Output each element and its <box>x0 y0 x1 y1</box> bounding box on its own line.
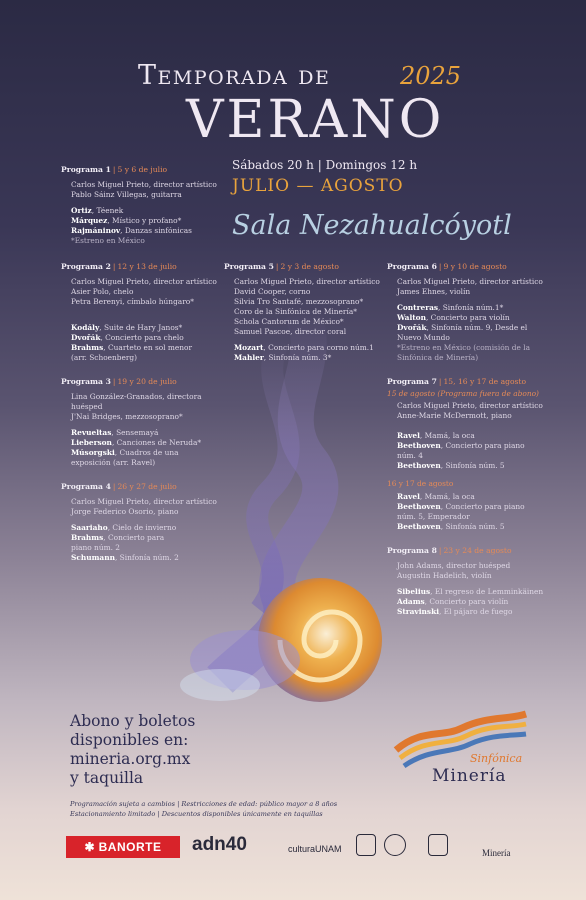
banorte-logo <box>66 836 180 858</box>
tickets-line: y taquilla <box>70 768 144 787</box>
year: 2025 <box>400 62 462 90</box>
work-line: Brahms, Cuarteto en sol menor <box>71 343 193 353</box>
work-line: Contreras, Sinfonía núm.1* <box>397 303 504 313</box>
performer: Carlos Miguel Prieto, director artístico <box>397 401 543 411</box>
performer: Augustin Hadelich, violín <box>397 571 492 581</box>
cultura-unam-logo: culturaUNAM <box>288 844 342 854</box>
tickets-line: Abono y boletos <box>70 712 196 730</box>
performer: Carlos Miguel Prieto, director artístico <box>71 180 217 190</box>
work-line: Beethoven, Sinfonía núm. 5 <box>397 461 505 471</box>
fine-print-line: Estacionamiento limitado | Descuentos disponibles únicamente en taquillas <box>70 809 323 818</box>
work-line: Saariaho, Cielo de invierno <box>71 523 177 533</box>
work-line: Beethoven, Concierto para piano <box>397 441 525 451</box>
program-1: Programa 1 | 5 y 6 de julio Carlos Miguel Prieto, director artístico Pablo Sáinz Villegas, guitarra Ortiz, Téenek Márquez, Místico y profano* Rajmáninov, Danzas sinfónicas *Estreno en México <box>61 165 231 246</box>
work-line: Brahms, Concierto para <box>71 533 165 543</box>
program-3: Programa 3 | 19 y 20 de julio Lina González-Granados, directora huésped J'Nai Bridges, mezzosoprano* Revueltas, Sensemayá Lieberson, Canciones de Neruda* Músorgski, Cuadros de una exposición (arr. Ravel) <box>61 377 231 468</box>
performer: Schola Cantorum de México* <box>234 317 344 327</box>
program-date: 23 y 24 de agosto <box>443 546 512 555</box>
program-4: Programa 4 | 26 y 27 de julio Carlos Miguel Prieto, director artístico Jorge Federico Osorio, piano Saariaho, Cielo de invierno Brahms, Concierto para piano núm. 2 Schumann, Sinfonía núm. 2 <box>61 482 231 563</box>
program-label: Programa 4 <box>61 482 111 491</box>
footnote: *Estreno en México <box>71 236 145 246</box>
work-line: Ravel, Mamá, la oca <box>397 431 475 441</box>
program-5: Programa 5 | 2 y 3 de agosto Carlos Miguel Prieto, director artístico David Cooper, corno Silvia Tro Santafé, mezzosoprano* Coro de la Sinfónica de Minería* Schola Cantorum de México* Samuel Pascoe, director coral Mozart, Concierto para corno núm.1 Mahler, Sinfonía núm. 3* <box>224 262 394 363</box>
work-line: Stravinski, El pájaro de fuego <box>397 607 513 617</box>
performer: Asier Polo, chelo <box>71 287 134 297</box>
work-line: exposición (arr. Ravel) <box>71 458 156 468</box>
program-label: Programa 5 <box>224 262 274 271</box>
work-line: Mahler, Sinfonía núm. 3* <box>234 353 332 363</box>
performer: huésped <box>71 402 103 412</box>
palace-seal-icon <box>428 834 448 856</box>
unam-seal-icon <box>356 834 376 856</box>
work-line: Dvořák, Sinfonía núm. 9, Desde el <box>397 323 528 333</box>
program-label: Programa 6 <box>387 262 437 271</box>
performer: Carlos Miguel Prieto, director artístico <box>71 497 217 507</box>
performer: Carlos Miguel Prieto, director artístico <box>397 277 543 287</box>
performer: Samuel Pascoe, director coral <box>234 327 347 337</box>
title-line2: VERANO <box>186 90 445 150</box>
program-date: 26 y 27 de julio <box>117 482 177 491</box>
performer: Lina González-Granados, directora <box>71 392 202 402</box>
work-line: Beethoven, Concierto para piano <box>397 502 525 512</box>
schedule: Sábados 20 h | Domingos 12 h <box>232 158 418 172</box>
work-line: Nuevo Mundo <box>397 333 450 343</box>
performer: Carlos Miguel Prieto, director artístico <box>71 277 217 287</box>
work-line: Lieberson, Canciones de Neruda* <box>71 438 202 448</box>
fine-print <box>70 800 337 820</box>
program-7: Programa 7 | 15, 16 y 17 de agosto 15 de agosto (Programa fuera de abono) Carlos Miguel Prieto, director artístico Anne-Marie McDermott, piano Ravel, Mamá, la oca Beethoven, Concierto para piano núm. 4 Beethoven, Sinfonía núm. 5 16 y 17 de agosto Ravel, Mamá, la oca Beethoven, Concierto para piano núm. 5, Emperador Beethoven, Sinfonía núm. 5 <box>387 377 557 532</box>
tickets-info <box>70 712 195 788</box>
program-date: 2 y 3 de agosto <box>280 262 339 271</box>
work-line: Músorgski, Cuadros de una <box>71 448 179 458</box>
work-line: Schumann, Sinfonía núm. 2 <box>71 553 179 563</box>
academia-logo-text: Minería <box>482 848 511 858</box>
adn40-logo: adn40 <box>192 834 247 855</box>
work-line: Kodály, Suite de Hary Janos* <box>71 323 183 333</box>
performer: Pablo Sáinz Villegas, guitarra <box>71 190 182 200</box>
program-label: Programa 3 <box>61 377 111 386</box>
work-line: Sibelius, El regreso de Lemminkäinen <box>397 587 544 597</box>
program-label: Programa 1 <box>61 165 111 174</box>
fine-print-line: Programación sujeta a cambios | Restricciones de edad: público mayor a 8 años <box>70 800 338 808</box>
months: JULIO — AGOSTO <box>232 176 404 196</box>
sponsors-bar <box>66 832 526 866</box>
performer: J'Nai Bridges, mezzosoprano* <box>71 412 183 422</box>
work-line: Dvořák, Concierto para chelo <box>71 333 184 343</box>
program-label: Programa 2 <box>61 262 111 271</box>
work-line: Ortiz, Téenek <box>71 206 124 216</box>
banorte-label: BANORTE <box>98 840 162 854</box>
performer: Anne-Marie McDermott, piano <box>397 411 512 421</box>
performer: Petra Berenyi, címbalo húngaro* <box>71 297 194 307</box>
work-line: Walton, Concierto para violín <box>397 313 510 323</box>
work-line: Mozart, Concierto para corno núm.1 <box>234 343 374 353</box>
logo-mineria-text: Minería <box>432 766 507 786</box>
work-line: Beethoven, Sinfonía núm. 5 <box>397 522 505 532</box>
work-line: Ravel, Mamá, la oca <box>397 492 475 502</box>
program-8: Programa 8 | 23 y 24 de agosto John Adams, director huésped Augustin Hadelich, violín Sibelius, El regreso de Lemminkäinen Adams, Concierto para violín Stravinski, El pájaro de fuego <box>387 546 557 617</box>
banorte-icon: ✱ <box>84 840 95 854</box>
footnote: *Estreno en México (comisión de la <box>397 343 530 353</box>
work-line: Adams, Concierto para violín <box>397 597 509 607</box>
work-line: Rajmáninov, Danzas sinfónicas <box>71 226 192 236</box>
work-line: (arr. Schoenberg) <box>71 353 138 363</box>
work-line: Márquez, Místico y profano* <box>71 216 182 226</box>
tickets-line: disponibles en: <box>70 730 189 749</box>
footnote: Sinfónica de Minería) <box>397 353 479 363</box>
work-line: piano núm. 2 <box>71 543 120 553</box>
program-subheading: 15 de agosto (Programa fuera de abono) <box>387 389 539 399</box>
performer: James Ehnes, violín <box>397 287 471 297</box>
performer: Silvia Tro Santafé, mezzosoprano* <box>234 297 364 307</box>
work-line: Revueltas, Sensemayá <box>71 428 159 438</box>
program-date: 15, 16 y 17 de agosto <box>443 377 527 386</box>
performer: Jorge Federico Osorio, piano <box>71 507 179 517</box>
performer: Carlos Miguel Prieto, director artístico <box>234 277 380 287</box>
website-link[interactable]: mineria.org.mx <box>70 749 191 768</box>
program-label: Programa 8 <box>387 546 437 555</box>
performer: David Cooper, corno <box>234 287 311 297</box>
program-date: 9 y 10 de agosto <box>443 262 507 271</box>
performer: John Adams, director huésped <box>397 561 511 571</box>
work-line: núm. 5, Emperador <box>397 512 470 522</box>
program-label: Programa 7 <box>387 377 437 386</box>
program-date: 19 y 20 de julio <box>117 377 177 386</box>
program-2: Programa 2 | 12 y 13 de julio Carlos Miguel Prieto, director artístico Asier Polo, chelo Petra Berenyi, címbalo húngaro* Kodály, Suite de Hary Janos* Dvořák, Concierto para chelo Brahms, Cuarteto en sol menor (arr. Schoenberg) <box>61 262 231 363</box>
program-subheading: 16 y 17 de agosto <box>387 479 454 489</box>
program-6: Programa 6 | 9 y 10 de agosto Carlos Miguel Prieto, director artístico James Ehnes, violín Contreras, Sinfonía núm.1* Walton, Concierto para violín Dvořák, Sinfonía núm. 9, Desde el Nuevo Mundo *Estreno en México (comisión de la Sinfónica de Minería) <box>387 262 557 363</box>
engineering-seal-icon <box>384 834 406 856</box>
performer: Coro de la Sinfónica de Minería* <box>234 307 357 317</box>
program-date: 5 y 6 de julio <box>117 165 168 174</box>
title-line1: Temporada de <box>138 60 331 91</box>
work-line: núm. 4 <box>397 451 423 461</box>
venue: Sala Nezahualcóyotl <box>232 210 512 241</box>
logo-sinfonica-text: Sinfónica <box>470 752 523 765</box>
program-date: 12 y 13 de julio <box>117 262 177 271</box>
